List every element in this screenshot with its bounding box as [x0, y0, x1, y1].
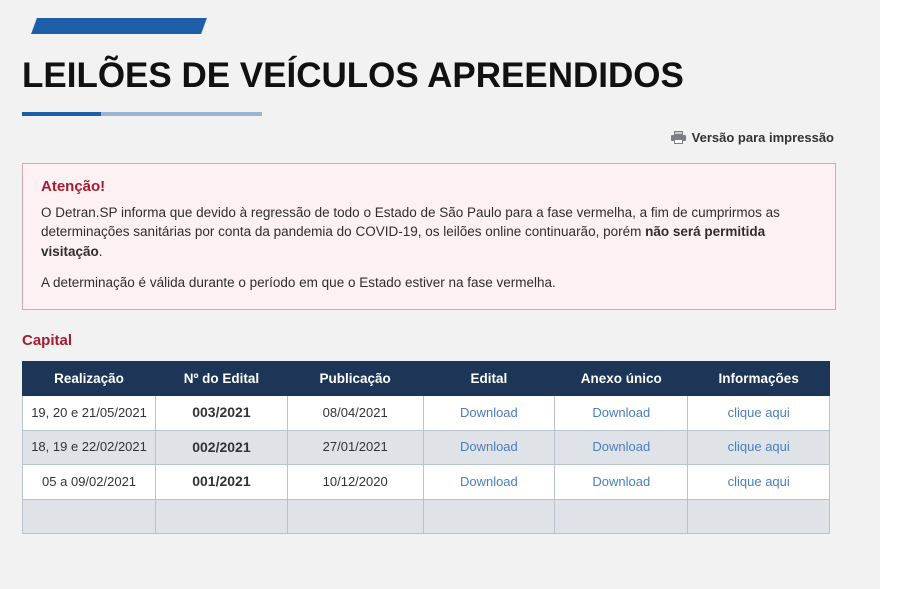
column-header-informacoes: Informações: [688, 362, 830, 396]
right-margin: [880, 0, 919, 589]
table-header-row: [23, 362, 830, 396]
cell-numero-edital: 001/2021: [156, 465, 288, 500]
informacoes-link[interactable]: clique aqui: [727, 439, 790, 455]
page-title: LEILÕES DE VEÍCULOS APREENDIDOS: [22, 56, 684, 95]
cell-realizacao: 05 a 09/02/2021: [23, 465, 156, 500]
column-header-edital: Edital: [423, 362, 555, 396]
cell-informacoes: [688, 396, 830, 431]
cell-informacoes: [688, 465, 830, 500]
alert-paragraph-1-tail: .: [98, 243, 103, 259]
cell-realizacao: 19, 20 e 21/05/2021: [23, 396, 156, 431]
cell-anexo: [555, 499, 688, 534]
title-underline: [22, 112, 262, 116]
column-header-numero-edital: Nº do Edital: [156, 362, 288, 396]
anexo-download-link[interactable]: Download: [592, 439, 651, 455]
brand-ribbon: [31, 18, 207, 34]
informacoes-link[interactable]: clique aqui: [727, 473, 790, 489]
section-heading-capital: Capital: [22, 332, 73, 349]
cell-anexo: [555, 465, 688, 500]
cell-edital: [423, 396, 555, 431]
cell-publicacao: [287, 499, 423, 534]
print-version-label: Versão para impressão: [691, 129, 834, 145]
alert-title: Atenção!: [41, 177, 106, 195]
alert-paragraph-1-text: O Detran.SP informa que devido à regressão de todo o Estado de São Paulo para a fase vermelha, a fim de cumprirmos as determinações sanitárias por conta da pandemia do COVID-19, os leilões online continuarão, porém: [41, 204, 780, 240]
cell-edital: [423, 430, 555, 465]
anexo-download-link[interactable]: Download: [592, 404, 651, 420]
cell-numero-edital: 003/2021: [156, 396, 288, 431]
cell-informacoes: [688, 430, 830, 465]
cell-publicacao: 08/04/2021: [287, 396, 423, 431]
table-row: [23, 396, 830, 431]
anexo-download-link[interactable]: Download: [592, 473, 651, 489]
printer-icon: [671, 131, 686, 144]
cell-publicacao: 10/12/2020: [287, 465, 423, 500]
table-row: [23, 430, 830, 465]
cell-edital: [423, 465, 555, 500]
print-version-row: [22, 130, 858, 145]
cell-numero-edital: [156, 499, 288, 534]
column-header-realizacao: Realização: [23, 362, 156, 396]
auctions-table: [22, 361, 830, 534]
alert-paragraph-1-bold: não será permitida visitação: [41, 224, 766, 259]
cell-anexo: [555, 396, 688, 431]
edital-download-link[interactable]: Download: [459, 404, 518, 420]
cell-edital: [423, 499, 555, 534]
column-header-publicacao: Publicação: [287, 362, 423, 396]
cell-numero-edital: 002/2021: [156, 430, 288, 465]
table-head: [23, 362, 830, 396]
cell-realizacao: [23, 499, 156, 534]
print-version-link[interactable]: [671, 130, 834, 145]
edital-download-link[interactable]: Download: [459, 439, 518, 455]
cell-publicacao: 27/01/2021: [287, 430, 423, 465]
edital-download-link[interactable]: Download: [459, 473, 518, 489]
informacoes-link[interactable]: clique aqui: [727, 404, 790, 420]
cell-informacoes: [688, 499, 830, 534]
table-row: [23, 465, 830, 500]
cell-realizacao: 18, 19 e 22/02/2021: [23, 430, 156, 465]
alert-paragraph-1: [41, 203, 817, 262]
table-body: [23, 396, 830, 534]
table-row-partial: [23, 499, 830, 534]
cell-anexo: [555, 430, 688, 465]
alert-paragraph-2: A determinação é válida durante o período em que o Estado estiver na fase vermelha.: [41, 275, 556, 291]
column-header-anexo-unico: Anexo único: [555, 362, 688, 396]
alert-box: [22, 163, 836, 310]
